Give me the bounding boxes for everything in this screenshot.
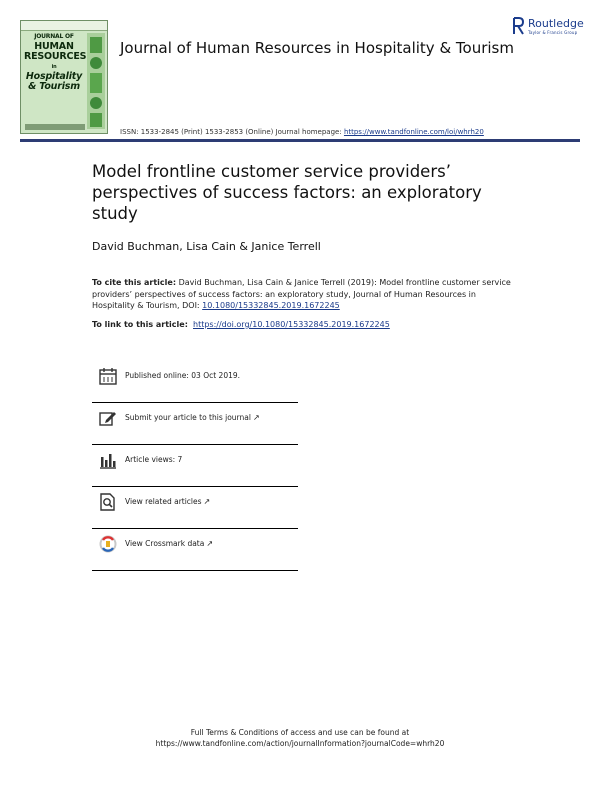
journal-cover-image [20, 20, 108, 134]
issn-line [120, 128, 484, 136]
submit-article-row[interactable] [92, 403, 298, 445]
submit-article-label: Submit your article to this journal [125, 413, 251, 422]
published-row [92, 361, 298, 403]
link-label: To link to this article: [92, 320, 188, 329]
journal-title: Journal of Human Resources in Hospitality & Tourism [120, 39, 514, 57]
cover-line-4: in [51, 64, 57, 70]
crossmark-label: View Crossmark data [125, 539, 205, 548]
cover-logo-text [24, 32, 87, 92]
edit-icon [99, 409, 117, 427]
terms-footer [0, 727, 600, 749]
external-link-icon: ↗ [206, 539, 214, 548]
cover-footer-bar [25, 124, 85, 130]
search-document-icon [99, 493, 117, 511]
terms-footer-link[interactable]: https://www.tandfonline.com/action/journalInformation?journalCode=whrh20 [155, 739, 445, 748]
cover-pillar-graphic [87, 33, 105, 129]
citation-text: David Buchman, Lisa Cain & Janice Terrell (2019): Model frontline customer service providers’ perspectives of success factors: an exploratory study, Journal of Human Resources in Hospitality & Tourism, DOI: [92, 278, 511, 310]
calendar-icon [99, 367, 117, 385]
terms-footer-line-1: Full Terms & Conditions of access and use can be found at [190, 728, 410, 737]
article-link-line [92, 320, 390, 329]
cover-line-3: RESOURCES [24, 51, 87, 62]
header-rule [20, 139, 580, 142]
cover-line-2: HUMAN [34, 41, 74, 52]
crossmark-row[interactable] [92, 529, 298, 571]
bar-chart-icon [99, 451, 117, 469]
citation-block [92, 277, 512, 312]
article-views-row [92, 445, 298, 487]
publisher-name: Routledge [528, 17, 584, 30]
article-authors: David Buchman, Lisa Cain & Janice Terrell [92, 240, 321, 253]
external-link-icon: ↗ [203, 497, 211, 506]
related-articles-row[interactable] [92, 487, 298, 529]
journal-homepage-link[interactable]: https://www.tandfonline.com/loi/whrh20 [343, 128, 484, 136]
routledge-r-icon [512, 16, 524, 36]
citation-label: To cite this article: [92, 278, 177, 287]
article-meta-list [92, 361, 298, 571]
external-link-icon: ↗ [252, 413, 260, 422]
related-articles-link[interactable] [125, 497, 210, 506]
cover-top-strip [21, 21, 107, 31]
crossmark-link[interactable] [125, 539, 213, 548]
cover-line-1: JOURNAL OF [34, 33, 74, 40]
issn-text: ISSN: 1533-2845 (Print) 1533-2853 (Online) Journal homepage: [120, 128, 344, 136]
article-title: Model frontline customer service providers’ perspectives of success factors: an exploratory study [92, 162, 482, 223]
cover-line-5: Hospitality [25, 71, 83, 82]
article-doi-url[interactable]: https://doi.org/10.1080/15332845.2019.1672245 [193, 320, 390, 329]
submit-article-link[interactable] [125, 413, 260, 422]
article-views-text: Article views: 7 [125, 455, 183, 464]
published-date-text: Published online: 03 Oct 2019. [125, 371, 241, 380]
publisher-tagline: Taylor & Francis Group [528, 30, 578, 35]
cover-line-6: & Tourism [28, 81, 80, 92]
related-articles-label: View related articles [125, 497, 202, 506]
crossmark-icon [99, 535, 117, 553]
citation-doi-link[interactable]: 10.1080/15332845.2019.1672245 [202, 301, 340, 310]
